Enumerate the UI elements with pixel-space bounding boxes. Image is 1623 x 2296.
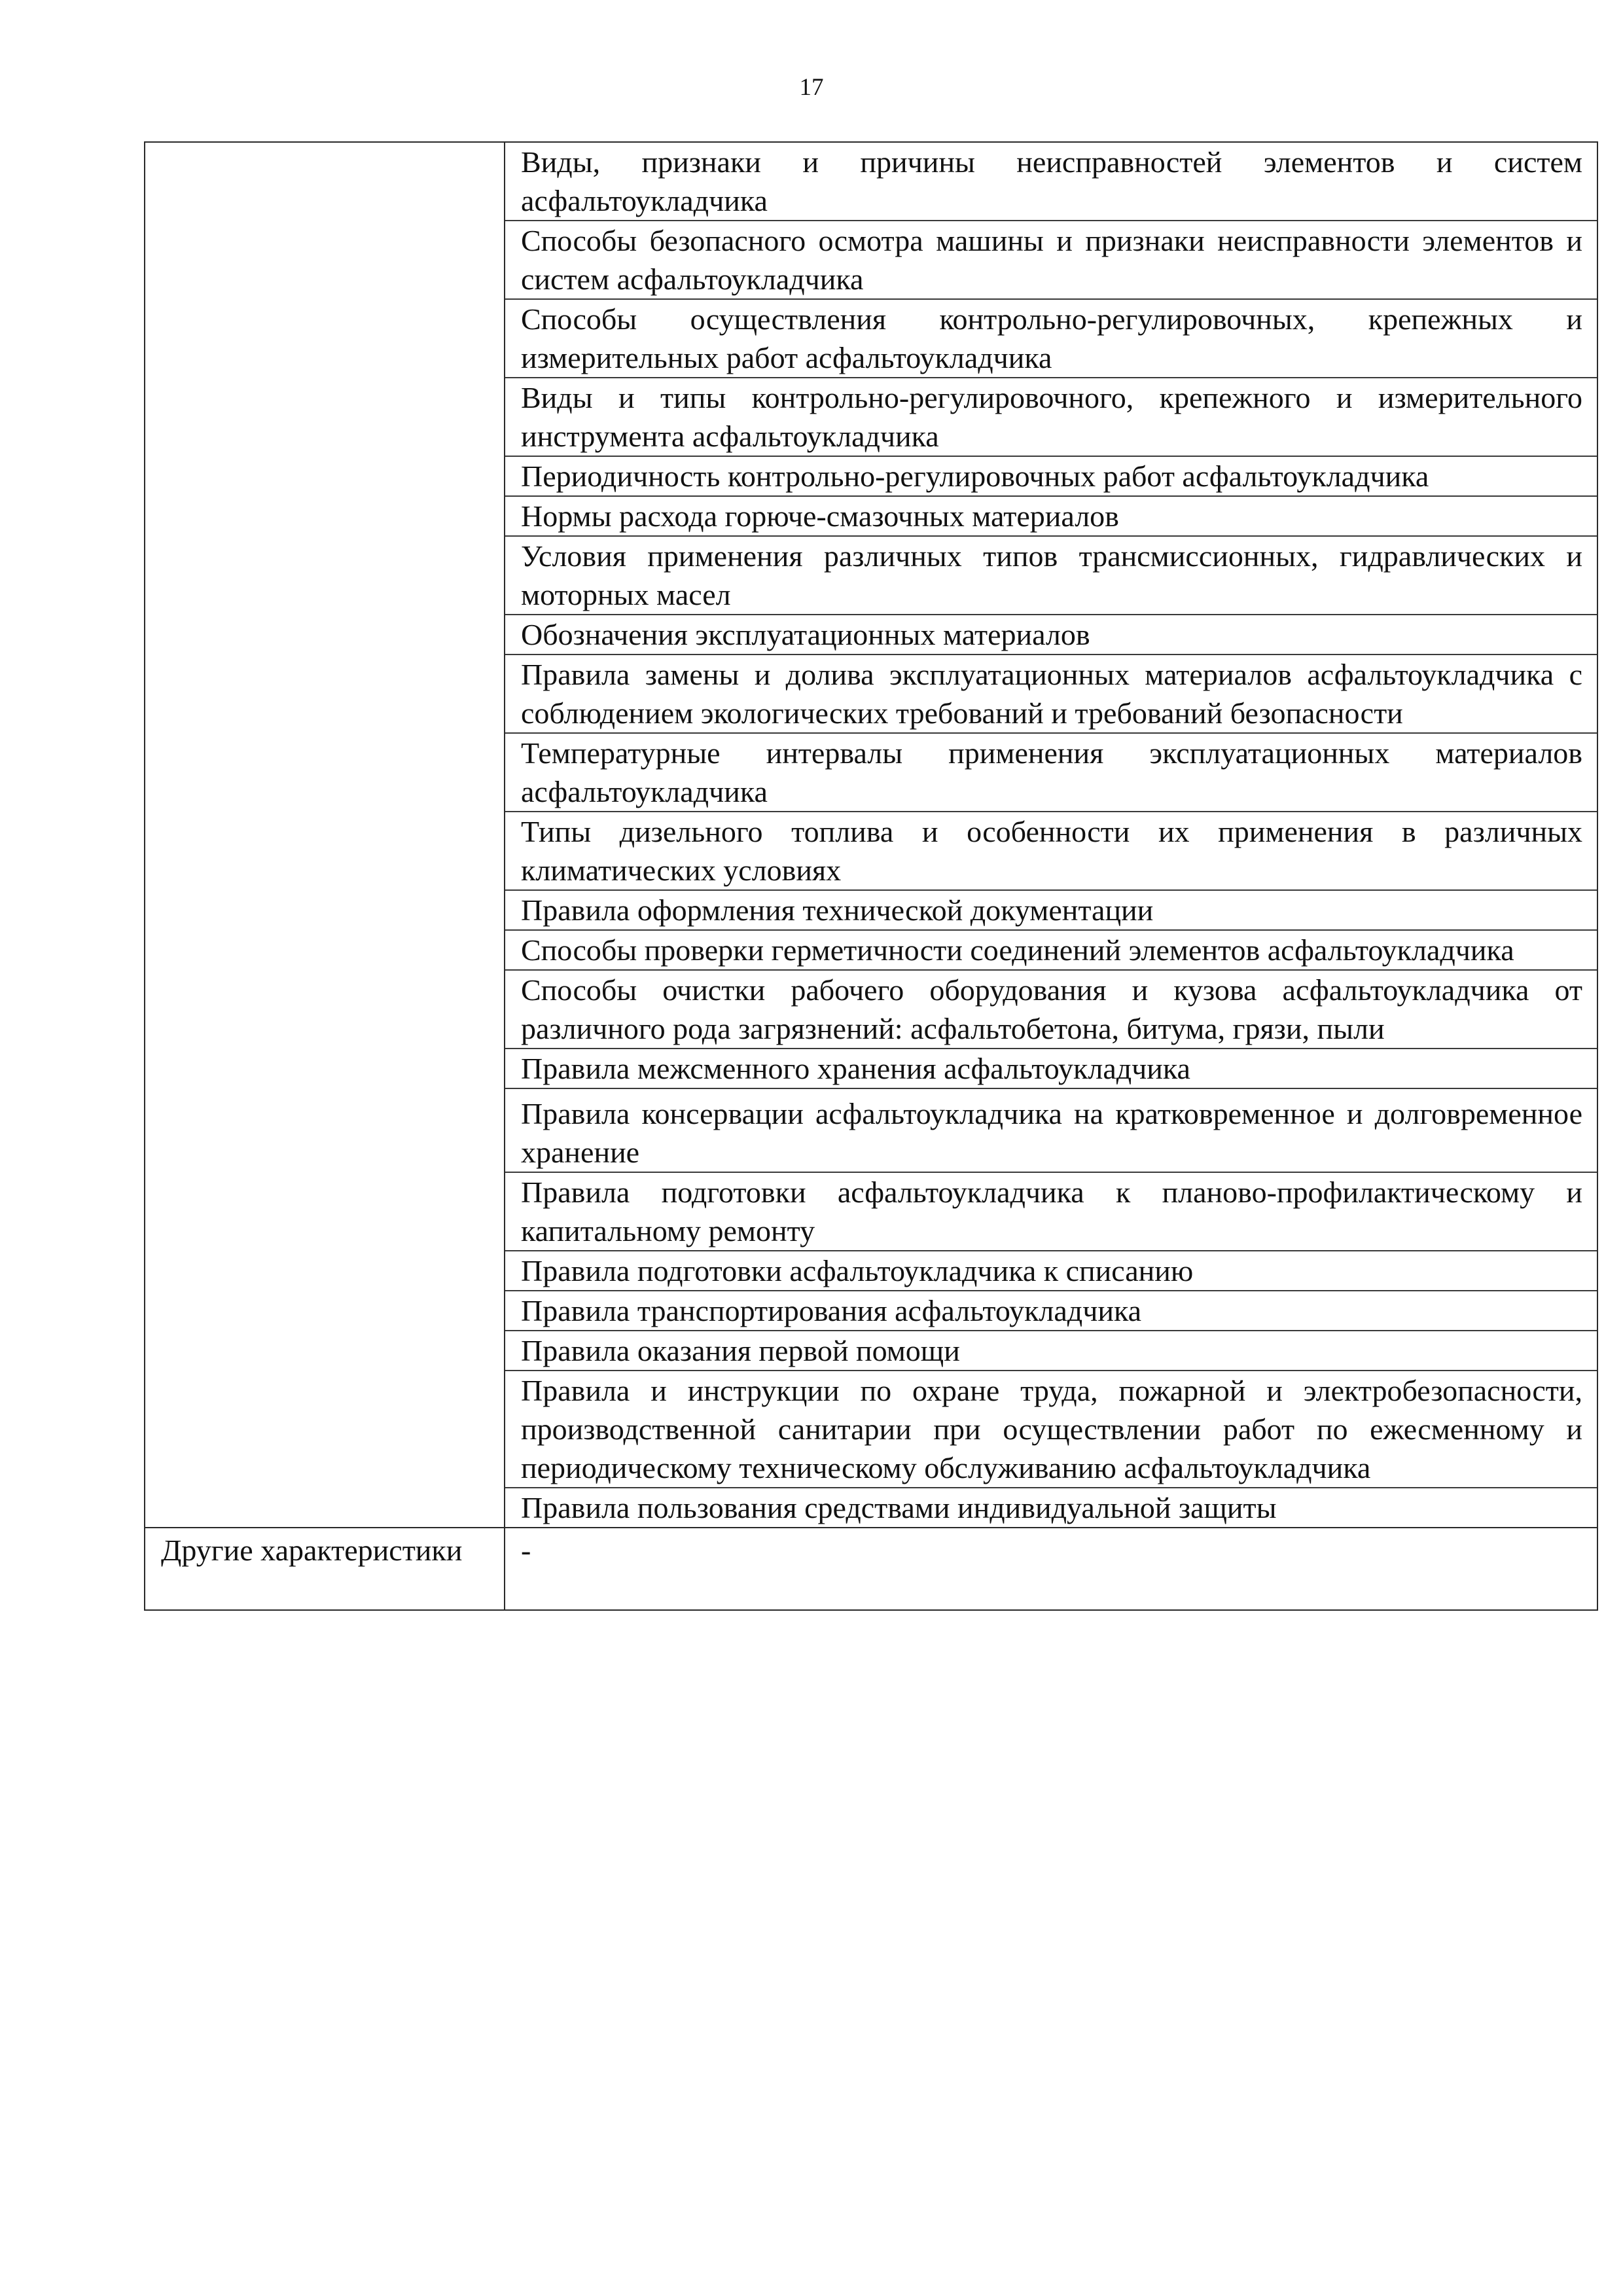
knowledge-item: Типы дизельного топлива и особенности их применения в различных климатических условиях: [505, 812, 1597, 891]
knowledge-item: Правила консервации асфальтоукладчика на кратковременное и долговременное хранение: [505, 1089, 1597, 1173]
knowledge-item: Правила межсменного хранения асфальтоукладчика: [505, 1049, 1597, 1089]
requirements-table: [144, 141, 1598, 1611]
knowledge-item: Правила подготовки асфальтоукладчика к планово-профилактическому и капитальному ремонту: [505, 1173, 1597, 1251]
knowledge-item: Способы осуществления контрольно-регулировочных, крепежных и измерительных работ асфальтоукладчика: [505, 300, 1597, 378]
page-number: 17: [799, 74, 824, 101]
knowledge-item: Нормы расхода горюче-смазочных материалов: [505, 497, 1597, 537]
knowledge-item: Виды и типы контрольно-регулировочного, крепежного и измерительного инструмента асфальтоукладчика: [505, 378, 1597, 457]
knowledge-item: Способы очистки рабочего оборудования и кузова асфальтоукладчика от различного рода загрязнений: асфальтобетона, битума, грязи, пыли: [505, 971, 1597, 1049]
knowledge-item: Виды, признаки и причины неисправностей элементов и систем асфальтоукладчика: [505, 143, 1597, 221]
knowledge-item: Правила оказания первой помощи: [505, 1331, 1597, 1371]
knowledge-item: Правила оформления технической документации: [505, 891, 1597, 931]
knowledge-label-cell: [145, 142, 505, 1528]
other-characteristics-row: [145, 1528, 1597, 1610]
knowledge-item: Условия применения различных типов трансмиссионных, гидравлических и моторных масел: [505, 537, 1597, 615]
knowledge-item: Правила транспортирования асфальтоукладчика: [505, 1291, 1597, 1331]
other-characteristics-value: -: [521, 1534, 531, 1567]
knowledge-item: Правила замены и долива эксплуатационных материалов асфальтоукладчика с соблюдением экологических требований и требований безопасности: [505, 655, 1597, 734]
other-characteristics-label: Другие характеристики: [161, 1534, 463, 1567]
knowledge-item: Способы проверки герметичности соединений элементов асфальтоукладчика: [505, 931, 1597, 971]
other-characteristics-label-cell: [145, 1528, 505, 1610]
knowledge-row: [145, 142, 1597, 1528]
knowledge-item: Правила и инструкции по охране труда, пожарной и электробезопасности, производственной санитарии при осуществлении работ по ежесменному и периодическому техническому обслуживанию асфальтоукладчика: [505, 1371, 1597, 1488]
knowledge-item: Обозначения эксплуатационных материалов: [505, 615, 1597, 655]
other-characteristics-value-cell: [505, 1528, 1597, 1610]
knowledge-item: Температурные интервалы применения эксплуатационных материалов асфальтоукладчика: [505, 734, 1597, 812]
knowledge-item: Правила пользования средствами индивидуальной защиты: [521, 1491, 1277, 1524]
knowledge-item: Правила подготовки асфальтоукладчика к списанию: [505, 1251, 1597, 1291]
knowledge-item: Способы безопасного осмотра машины и признаки неисправности элементов и систем асфальтоукладчика: [505, 221, 1597, 300]
knowledge-list-cell: [505, 142, 1597, 1528]
knowledge-item: Периодичность контрольно-регулировочных работ асфальтоукладчика: [505, 457, 1597, 497]
